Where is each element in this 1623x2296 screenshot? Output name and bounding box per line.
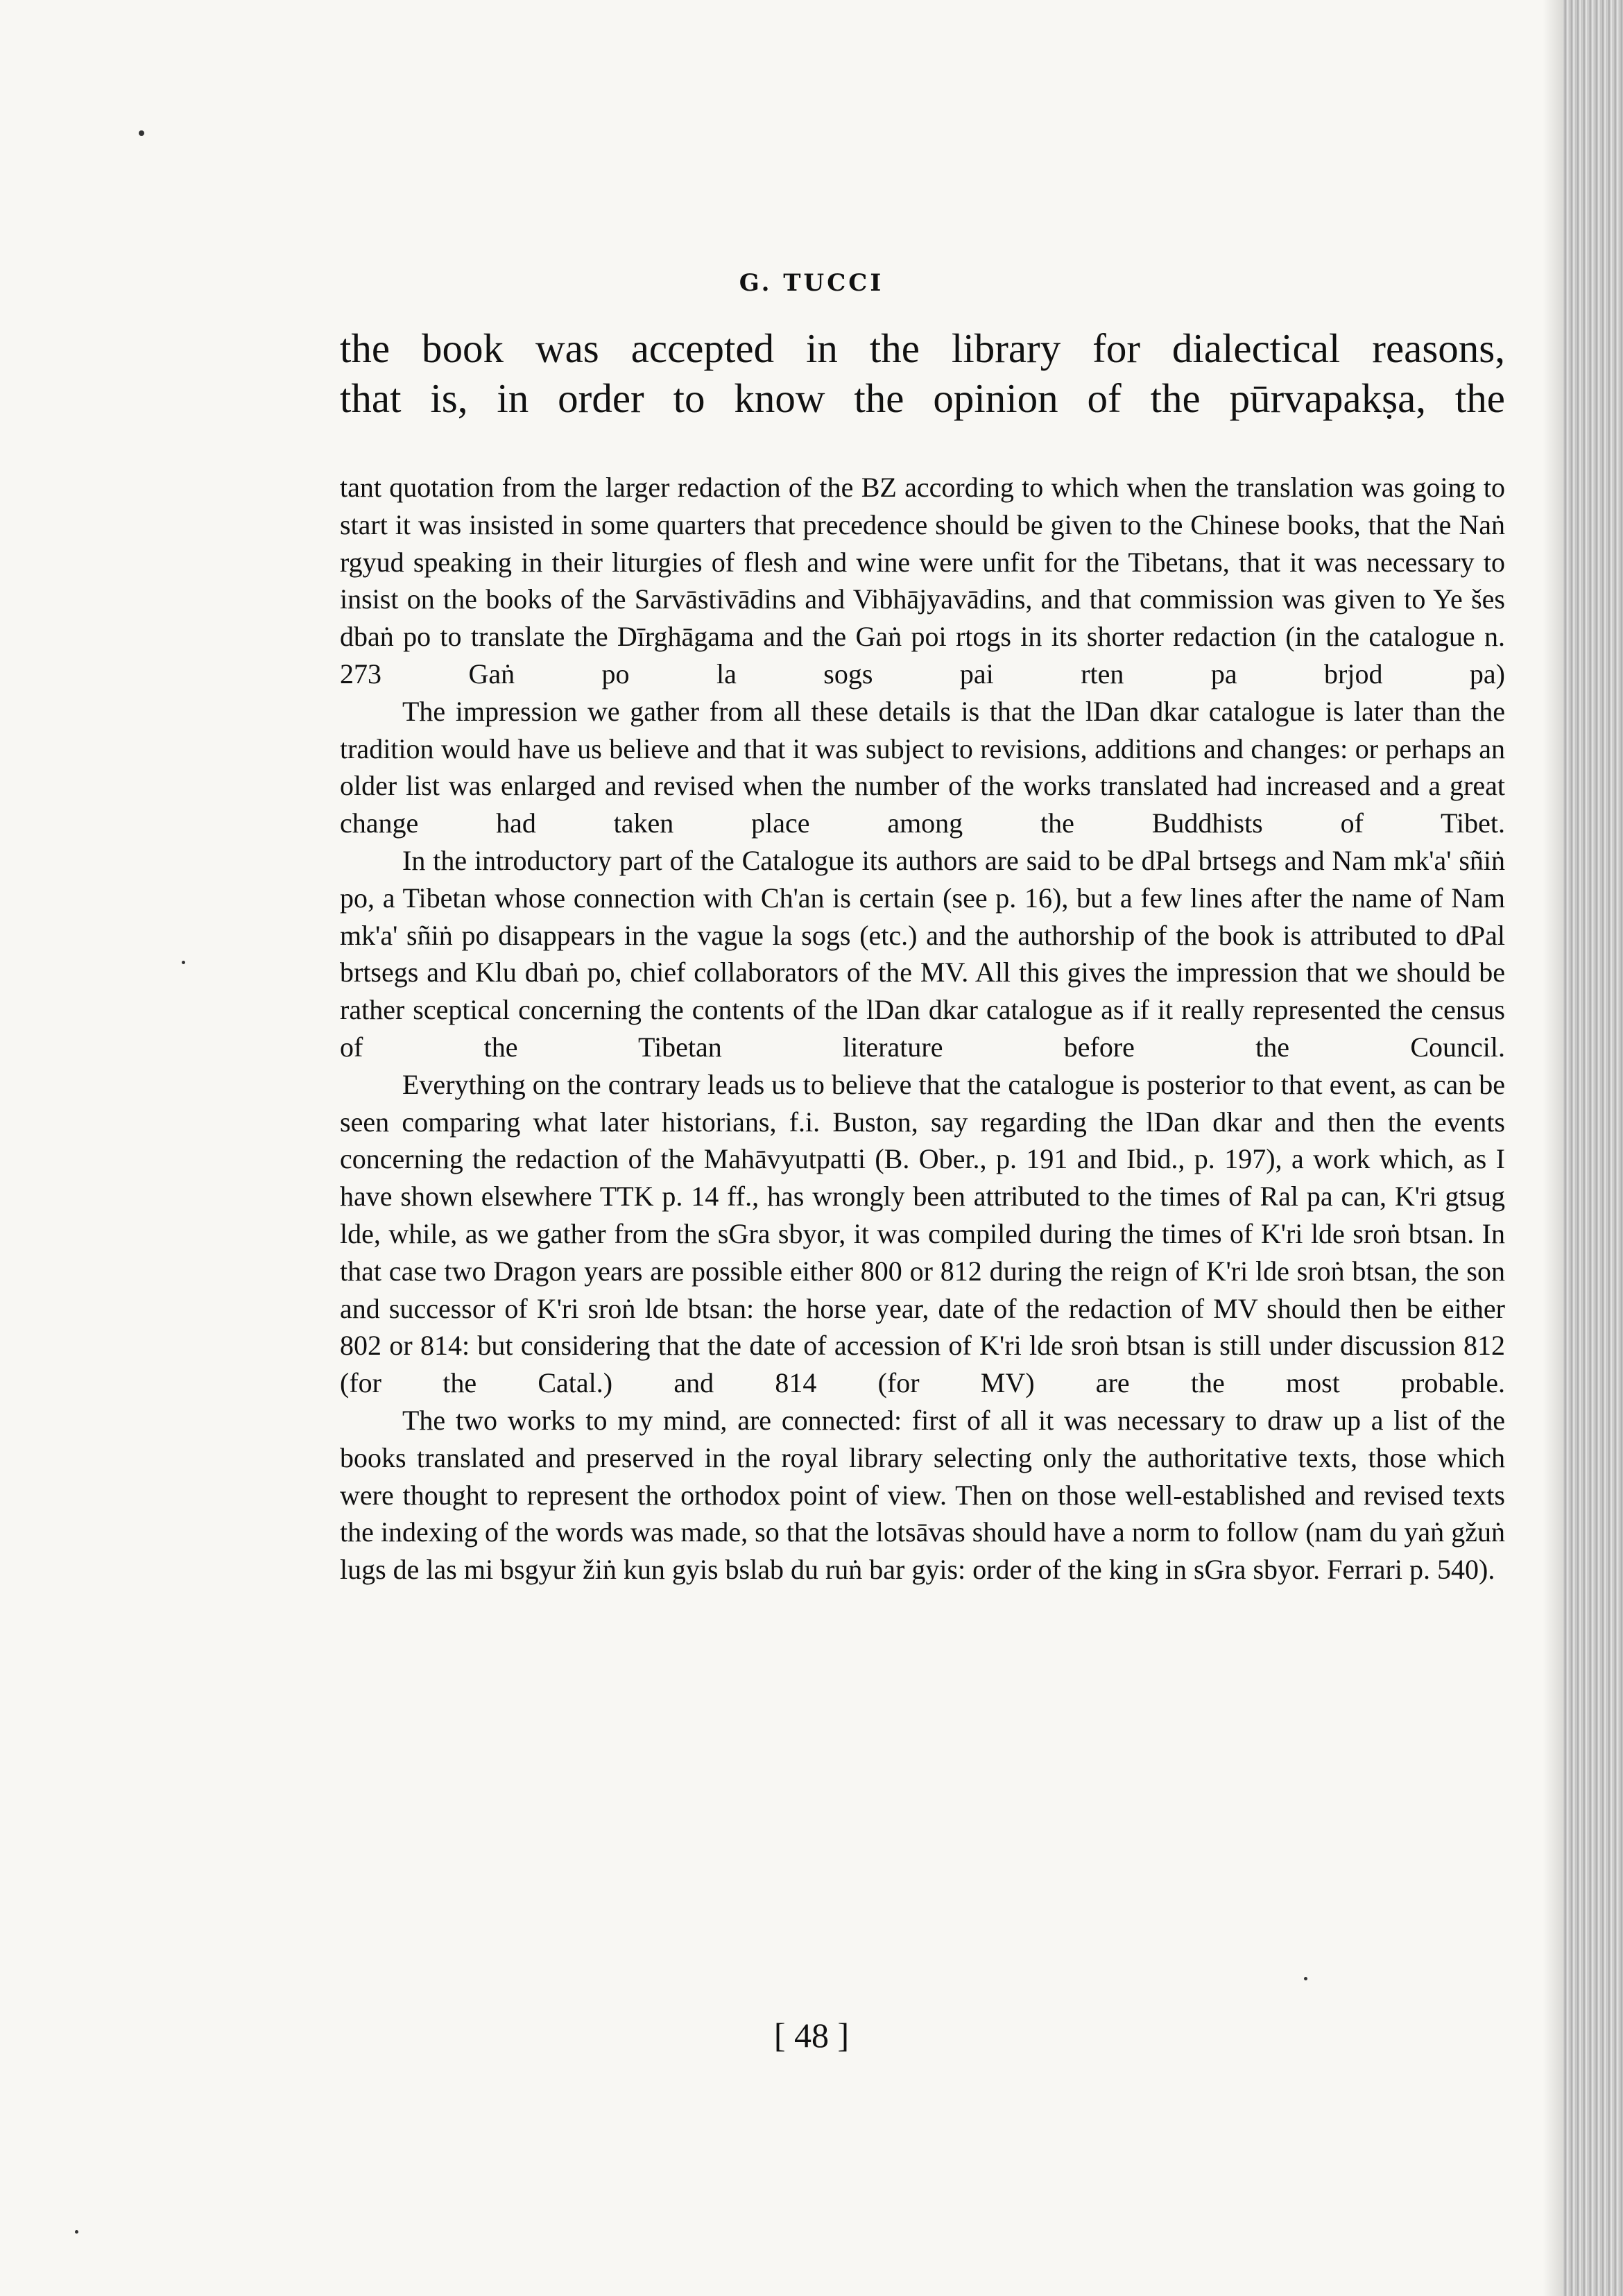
running-head: G. TUCCI [739, 269, 884, 297]
body-text [340, 469, 1505, 1588]
lead-paragraph [340, 323, 1505, 423]
scan-speck [139, 130, 144, 136]
scan-speck [75, 2230, 78, 2234]
scan-speck [1304, 1977, 1307, 1980]
paragraph: The impression we gather from all these details is that the lDan dkar catalogue is later than the tradition would have us believe and that it was subject to revisions, additions and changes: or perhaps an older list was enlarged and revised when the number of the works translated had increased and a great change had taken place among the Buddhists of Tibet. [340, 695, 1505, 839]
lead-line: that is, in order to know the opinion of the pūrvapakṣa, the [340, 375, 1505, 421]
paragraph: tant quotation from the larger redaction of the BZ according to which when the translation was going to start it was insisted in some quarters that precedence should be given to the Chinese books, that the Naṅ rgyud speaking in their liturgies of flesh and wine were unfit for the Tibetans, that it was necessary to insist on the books of the Sarvāstivādins and Vibhājyavādins, and that commission was given to Ye šes dbaṅ po to translate the Dīrghāgama and the Gaṅ poi rtogs in its shorter redaction (in the catalogue n. 273 Gaṅ po la sogs pai rten pa brjod pa) [340, 472, 1505, 689]
paragraph: In the introductory part of the Catalogue its authors are said to be dPal brtsegs and Nam mk'a' sñiṅ po, a Tibetan whose connection with Ch'an is certain (see p. 16), but a few lines after the name of Nam mk'a' sñiṅ po disappears in the vague la sogs (etc.) and the authorship of the book is attributed to dPal brtsegs and Klu dbaṅ po, chief collaborators of the MV. All this gives the impression that we should be rather sceptical concerning the contents of the lDan dkar catalogue as if it really represented the census of the Tibetan literature before the Council. [340, 844, 1505, 1063]
page-number: [ 48 ] [773, 2016, 850, 2055]
book-edge [1563, 0, 1623, 2296]
scan-speck [182, 961, 185, 964]
paragraph: Everything on the contrary leads us to believe that the catalogue is posterior to that event, as can be seen comparing what later historians, f.i. Buston, say regarding the lDan dkar and then the events concerning the redaction of the Mahāvyutpatti (B. Ober., p. 191 and Ibid., p. 197), a work which, as I have shown elsewhere TTK p. 14 ff., has wrongly been attributed to the times of Ral pa can, K'ri gtsug lde, while, as we gather from the sGra sbyor, it was compiled during the times of K'ri lde sroṅ btsan. In that case two Dragon years are possible either 800 or 812 during the reign of K'ri lde sroṅ btsan, the son and successor of K'ri sroṅ lde btsan: the horse year, date of the redaction of MV should then be either 802 or 814: but considering that the date of accession of K'ri lde sroṅ btsan is still under discussion 812 (for the Catal.) and 814 (for MV) are the most probable. [340, 1068, 1505, 1399]
page-edge-shadow [1543, 0, 1563, 2296]
lead-line: the book was accepted in the library for dialectical reasons, [340, 325, 1505, 371]
paragraph: The two works to my mind, are connected: first of all it was necessary to draw up a list of the books translated and preserved in the royal library selecting only the authoritative texts, those which were thought to represent the orthodox point of view. Then on those well-established and revised texts the indexing of the words was made, so that the lotsāvas should have a norm to follow (nam du yaṅ gžuṅ lugs de las mi bsgyur žiṅ kun gyis bslab du ruṅ bar gyis: order of the king in sGra sbyor. Ferrari p. 540). [340, 1404, 1505, 1586]
